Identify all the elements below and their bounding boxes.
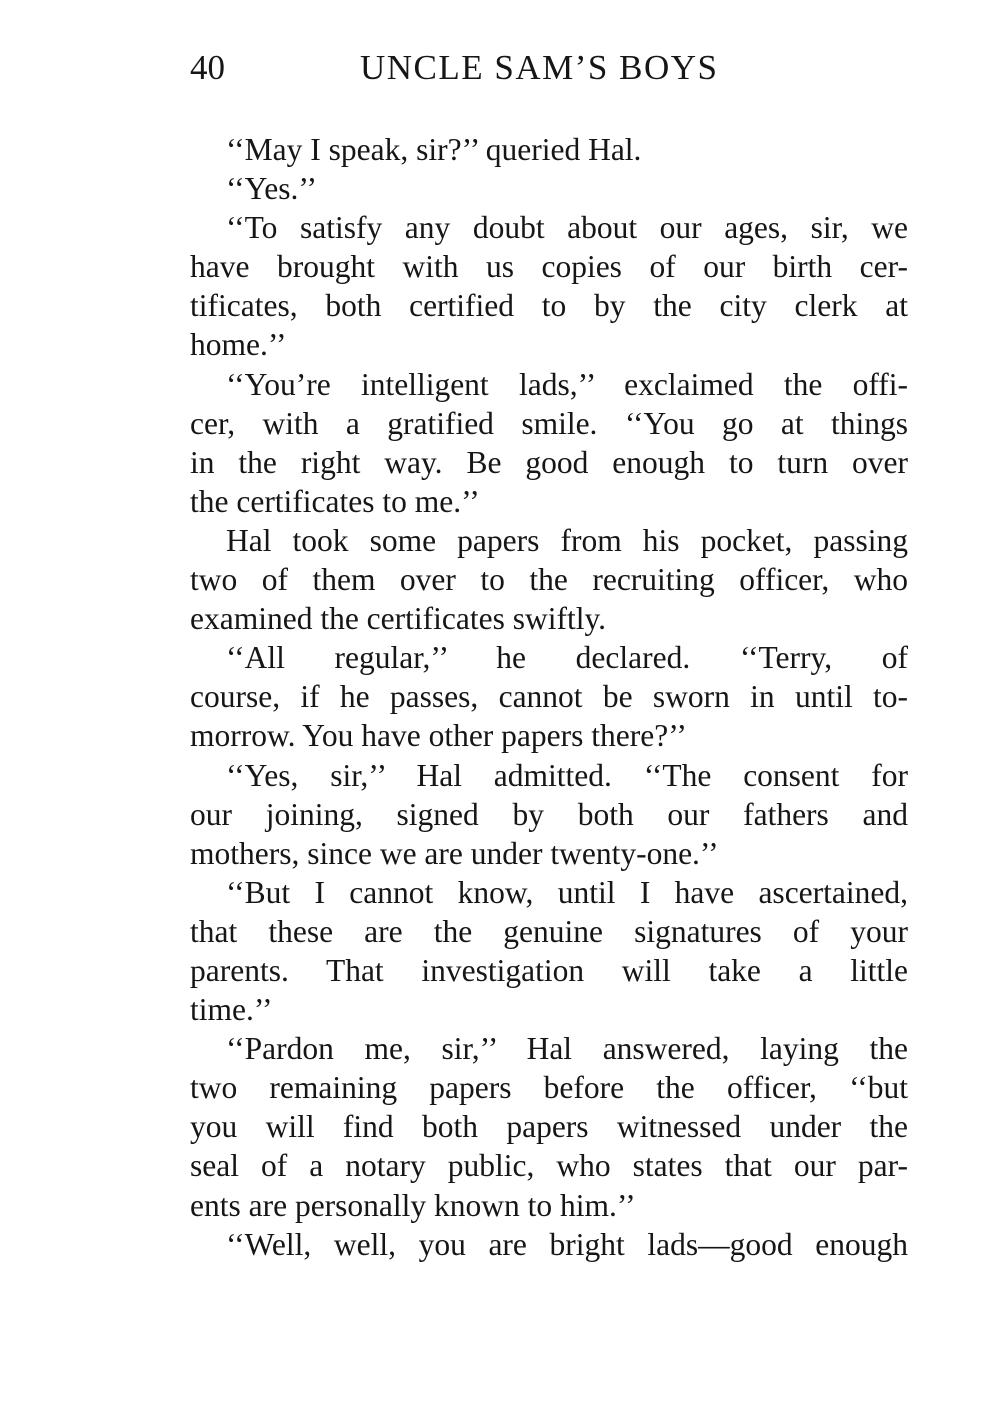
- text-line: in the right way. Be good enough to turn over: [190, 444, 908, 480]
- paragraph: [190, 208, 908, 364]
- text-line: home.’’: [190, 327, 287, 363]
- text-line: ‘‘All regular,’’ he declared. ‘‘Terry, of: [226, 640, 908, 676]
- text-line: ‘‘Yes.’’: [226, 171, 317, 207]
- text-line: ‘‘May I speak, sir?’’ queried Hal.: [226, 132, 642, 167]
- text-line: the certificates to me.’’: [190, 483, 480, 519]
- text-line: examined the certificates swiftly.: [190, 601, 607, 637]
- text-line: course, if he passes, cannot be sworn in until to-: [190, 679, 908, 715]
- text-line: have brought with us copies of our birth cer-: [190, 249, 908, 285]
- text-line: tificates, both certified to by the city clerk at: [190, 288, 908, 324]
- paragraph: [190, 1225, 908, 1264]
- paragraph: [190, 130, 908, 169]
- text-line: ‘‘But I cannot know, until I have ascertained,: [226, 874, 908, 910]
- paragraph: [190, 1029, 908, 1224]
- text-line: ‘‘You’re intelligent lads,’’ exclaimed the offi-: [226, 366, 908, 402]
- text-line: ‘‘Pardon me, sir,’’ Hal answered, laying the: [226, 1031, 908, 1067]
- book-title: UNCLE SAM’S BOYS: [360, 48, 719, 87]
- text-line: Hal took some papers from his pocket, passing: [226, 522, 908, 558]
- paragraph: [190, 756, 908, 873]
- running-head: [190, 44, 908, 92]
- text-line: seal of a notary public, who states that our par-: [190, 1148, 908, 1184]
- text-line: ‘‘Yes, sir,’’ Hal admitted. ‘‘The consent for: [226, 757, 908, 793]
- paragraph: [190, 521, 908, 638]
- paragraph: [190, 873, 908, 1029]
- text-line: ‘‘Well, well, you are bright lads—good enough: [226, 1226, 908, 1262]
- text-line: two of them over to the recruiting officer, who: [190, 562, 908, 598]
- paragraph: [190, 365, 908, 521]
- body-text: [190, 130, 908, 1264]
- page-number: 40: [190, 48, 225, 87]
- paragraph: [190, 638, 908, 755]
- text-line: morrow. You have other papers there?’’: [190, 718, 687, 754]
- text-line: ‘‘To satisfy any doubt about our ages, sir, we: [226, 210, 908, 246]
- text-line: our joining, signed by both our fathers and: [190, 796, 908, 832]
- paragraph: [190, 169, 908, 208]
- text-line: cer, with a gratified smile. ‘‘You go at things: [190, 405, 908, 441]
- text-line: two remaining papers before the officer, ‘‘but: [190, 1070, 908, 1106]
- text-line: ents are personally known to him.’’: [190, 1187, 636, 1223]
- text-line: mothers, since we are under twenty-one.’’: [190, 835, 719, 871]
- text-line: that these are the genuine signatures of your: [190, 913, 908, 949]
- text-line: you will find both papers witnessed under the: [190, 1109, 908, 1145]
- text-line: time.’’: [190, 992, 273, 1028]
- text-line: parents. That investigation will take a little: [190, 952, 908, 988]
